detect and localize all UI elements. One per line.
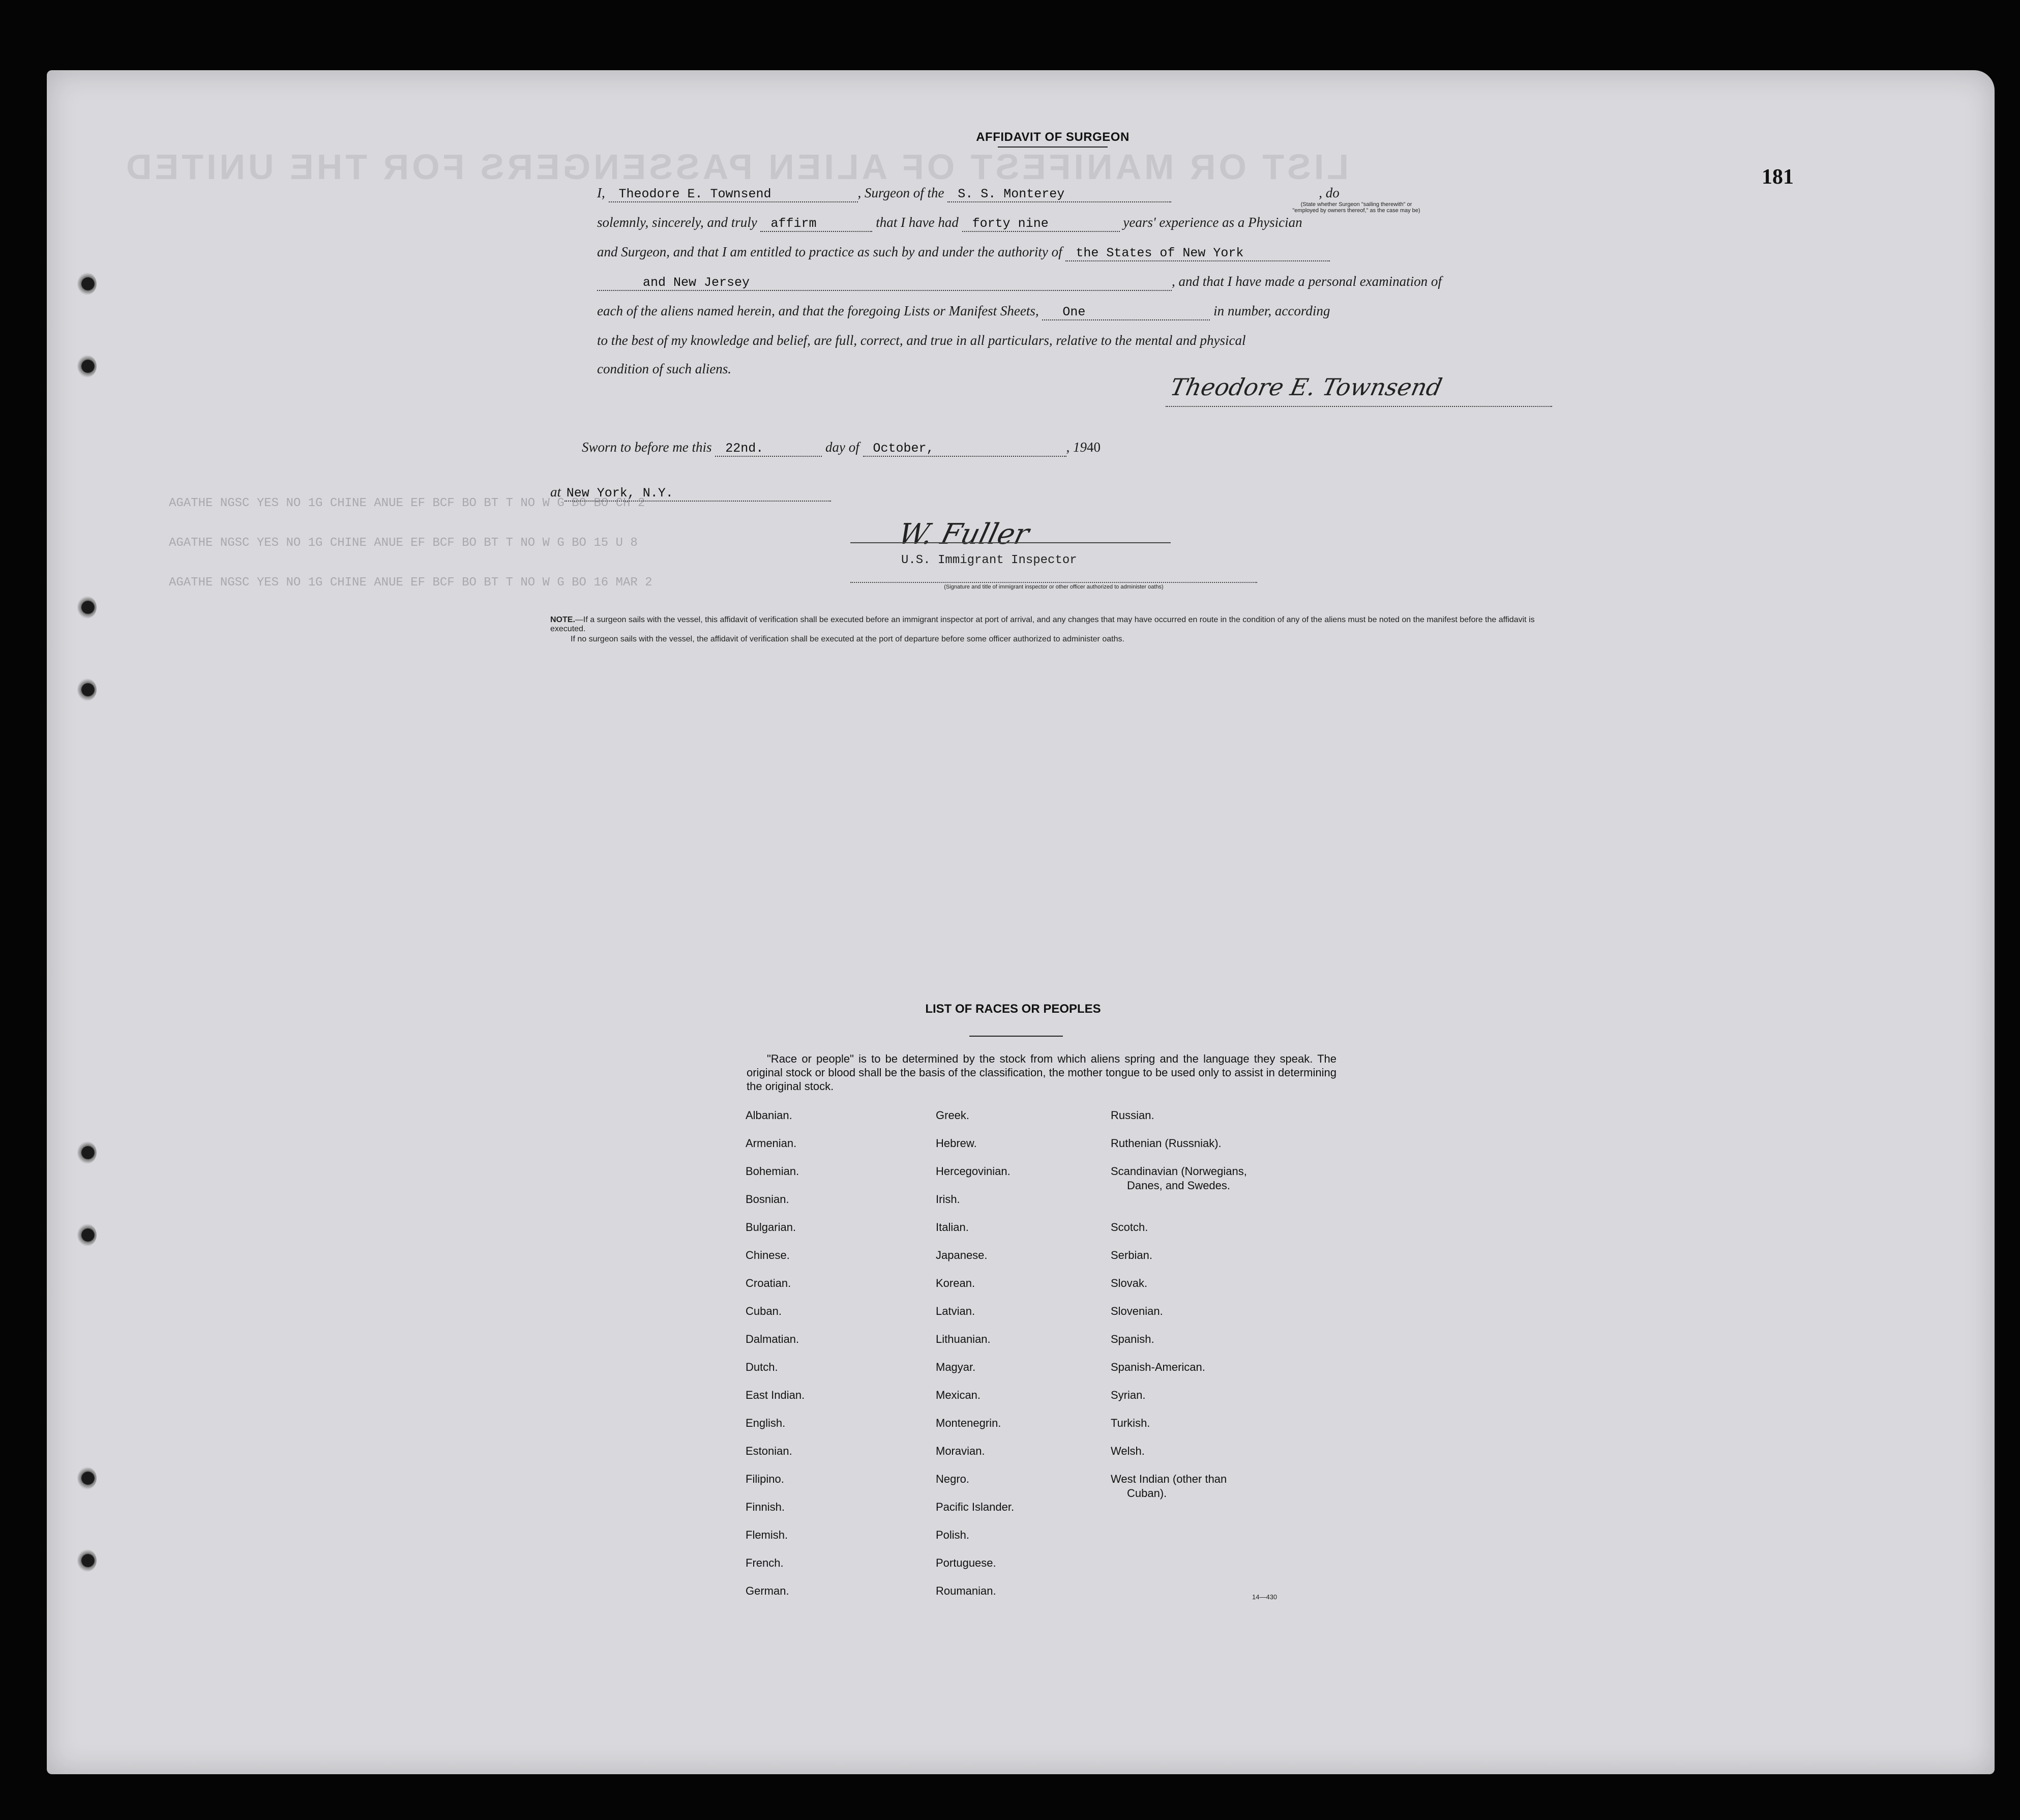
races-intro: "Race or people" is to be determined by the stock from which aliens spring and the language they speak. The original stock or blood shall be the basis of the classification, the mother tongue to be used only to assist in determining the original stock.: [747, 1052, 1336, 1093]
bleed-through-heading: LIST OR MANIFEST OF ALIEN PASSENGERS FOR THE UNITED: [123, 147, 1349, 187]
race-item: Negro.: [936, 1473, 970, 1485]
bleed-through-row: AGATHE NGSC YES NO 1G CHINE ANUE EF BCF BO BT T NO W G BO BO CH 2: [169, 496, 645, 510]
ship-note: (State whether Surgeon "sailing therewith" or "employed by owners thereof," as the case may be): [1292, 201, 1420, 214]
race-item: Ruthenian (Russniak).: [1111, 1137, 1222, 1150]
text-year-prefix: , 19: [1066, 439, 1087, 455]
races-title: LIST OF RACES OR PEOPLES: [925, 1002, 1101, 1016]
sworn-month-field: October,: [863, 441, 1066, 457]
affidavit-title: AFFIDAVIT OF SURGEON: [976, 130, 1130, 144]
race-item: Bulgarian.: [746, 1221, 796, 1234]
race-item: Syrian.: [1111, 1389, 1146, 1401]
race-item: Magyar.: [936, 1361, 976, 1373]
race-item: Lithuanian.: [936, 1333, 991, 1345]
race-item: Estonian.: [746, 1445, 792, 1457]
text-i: I,: [597, 185, 605, 200]
race-item: Hercegovinian.: [936, 1165, 1011, 1178]
text-have-had: that I have had: [876, 215, 959, 230]
sworn-day-field: 22nd.: [715, 441, 822, 457]
race-item: Moravian.: [936, 1445, 985, 1457]
text-each-alien: each of the aliens named herein, and that the foregoing Lists or Manifest Sheets,: [597, 303, 1039, 318]
affidavit-line-7: condition of such aliens.: [597, 361, 731, 376]
race-item: Russian.: [1111, 1109, 1154, 1122]
text-and-surgeon: and Surgeon, and that I am entitled to practice as such by and under the authority of: [597, 244, 1062, 259]
race-item: Slovak.: [1111, 1277, 1148, 1289]
sheets-count-field: One: [1042, 305, 1210, 320]
race-item: Serbian.: [1111, 1249, 1152, 1261]
race-item: Roumanian.: [936, 1584, 996, 1597]
race-item: Mexican.: [936, 1389, 981, 1401]
years-field: forty nine: [962, 216, 1120, 232]
inspector-caption: (Signature and title of immigrant inspector or other officer authorized to administer oaths): [944, 584, 1164, 590]
bleed-through-row: AGATHE NGSC YES NO 1G CHINE ANUE EF BCF BO BT T NO W G BO 15 U 8: [169, 536, 638, 550]
race-item: Japanese.: [936, 1249, 988, 1261]
race-item: Spanish.: [1111, 1333, 1154, 1345]
binder-hole: [77, 1141, 97, 1164]
place-field: New York, N.Y.: [565, 486, 831, 502]
vessel-field: S. S. Monterey: [947, 187, 1171, 202]
race-item: Chinese.: [746, 1249, 790, 1261]
binder-hole: [77, 273, 97, 295]
note-text-1: —If a surgeon sails with the vessel, this affidavit of verification shall be executed before an immigrant inspector at port of arrival, and any changes that may have occurred en route in the condition of any of the aliens must be noted on the manifest before the affidavit is executed.: [550, 615, 1535, 633]
text-day-of: day of: [825, 439, 859, 455]
text-solemnly: solemnly, sincerely, and truly: [597, 215, 757, 230]
race-item: Turkish.: [1111, 1417, 1150, 1429]
race-item: Korean.: [936, 1277, 975, 1289]
race-item: Italian.: [936, 1221, 969, 1234]
authority-field-1: the States of New York: [1065, 246, 1330, 261]
race-item: Filipino.: [746, 1473, 784, 1485]
form-number: 14—430: [1252, 1593, 1278, 1601]
race-item: Hebrew.: [936, 1137, 977, 1150]
binder-hole: [77, 1224, 97, 1246]
race-item: Scandinavian (Norwegians,: [1111, 1165, 1247, 1178]
race-item: Flemish.: [746, 1529, 788, 1541]
binder-hole: [77, 1467, 97, 1489]
binder-hole: [77, 355, 97, 377]
text-at: at: [550, 484, 561, 500]
race-item: Welsh.: [1111, 1445, 1145, 1457]
page-number: 181: [1762, 165, 1794, 189]
surgeon-signature: Theodore E. Townsend: [1168, 373, 1445, 401]
affidavit-line-3: [597, 244, 1330, 261]
race-item: Bohemian.: [746, 1165, 799, 1178]
race-item: French.: [746, 1557, 784, 1569]
race-item: Montenegrin.: [936, 1417, 1001, 1429]
sworn-line: [582, 439, 1101, 457]
race-item: English.: [746, 1417, 786, 1429]
text-in-number: in number, according: [1213, 303, 1330, 318]
affidavit-line-5: [597, 303, 1330, 320]
race-item: Scotch.: [1111, 1221, 1148, 1234]
affidavit-line-2: [597, 215, 1302, 232]
race-item: Cuban.: [746, 1305, 782, 1317]
note-paragraph-2: If no surgeon sails with the vessel, the affidavit of verification shall be executed at the port of departure before some officer authorized to administer oaths.: [571, 635, 1124, 643]
note-paragraph-1: [550, 615, 1547, 634]
races-title-rule: [969, 1036, 1063, 1037]
race-item: Dutch.: [746, 1361, 778, 1373]
race-item: Finnish.: [746, 1501, 785, 1513]
inspector-title: U.S. Immigrant Inspector: [901, 553, 1077, 567]
race-item: Spanish-American.: [1111, 1361, 1205, 1373]
oath-word-field: affirm: [760, 216, 872, 232]
text-personal-examination: , and that I have made a personal examination of: [1172, 274, 1442, 289]
place-line: [550, 484, 831, 502]
race-item: German.: [746, 1584, 789, 1597]
text-surgeon-of: , Surgeon of the: [857, 185, 944, 200]
binder-hole: [77, 596, 97, 619]
binder-hole: [77, 679, 97, 701]
affidavit-line-4: [597, 274, 1442, 291]
race-item: East Indian.: [746, 1389, 805, 1401]
race-item: Irish.: [936, 1193, 960, 1206]
affidavit-line-1: [597, 185, 1340, 202]
text-years-experience: years' experience as a Physician: [1123, 215, 1302, 230]
text-do: , do: [1319, 185, 1340, 200]
sworn-year-field: 40: [1087, 439, 1101, 455]
surgeon-name-field: Theodore E. Townsend: [609, 187, 858, 202]
race-item: Greek.: [936, 1109, 970, 1122]
note-label: NOTE.: [550, 615, 575, 624]
race-item: Pacific Islander.: [936, 1501, 1015, 1513]
inspector-signature-line: [850, 542, 1171, 543]
race-item: Bosnian.: [746, 1193, 789, 1206]
affidavit-line-6: to the best of my knowledge and belief, are full, correct, and true in all particulars, relative to the mental and physical: [597, 333, 1246, 348]
inspector-title-line: [850, 582, 1257, 583]
race-item: Armenian.: [746, 1137, 797, 1150]
title-rule: [998, 146, 1108, 148]
inspector-signature: W. Fuller: [895, 518, 1033, 551]
document-page: [47, 70, 1995, 1774]
race-item: West Indian (other than: [1111, 1473, 1227, 1485]
race-item: Dalmatian.: [746, 1333, 799, 1345]
authority-field-2: and New Jersey: [597, 275, 1172, 291]
race-item: Polish.: [936, 1529, 970, 1541]
race-item: Croatian.: [746, 1277, 791, 1289]
race-item-continuation: Cuban).: [1127, 1487, 1167, 1500]
race-item: Slovenian.: [1111, 1305, 1163, 1317]
race-item: Latvian.: [936, 1305, 975, 1317]
race-item-continuation: Danes, and Swedes.: [1127, 1179, 1231, 1192]
bleed-through-row: AGATHE NGSC YES NO 1G CHINE ANUE EF BCF BO BT T NO W G BO 16 MAR 2: [169, 576, 652, 590]
binder-hole: [77, 1549, 97, 1572]
text-sworn: Sworn to before me this: [582, 439, 712, 455]
race-item: Portuguese.: [936, 1557, 996, 1569]
race-item: Albanian.: [746, 1109, 792, 1122]
